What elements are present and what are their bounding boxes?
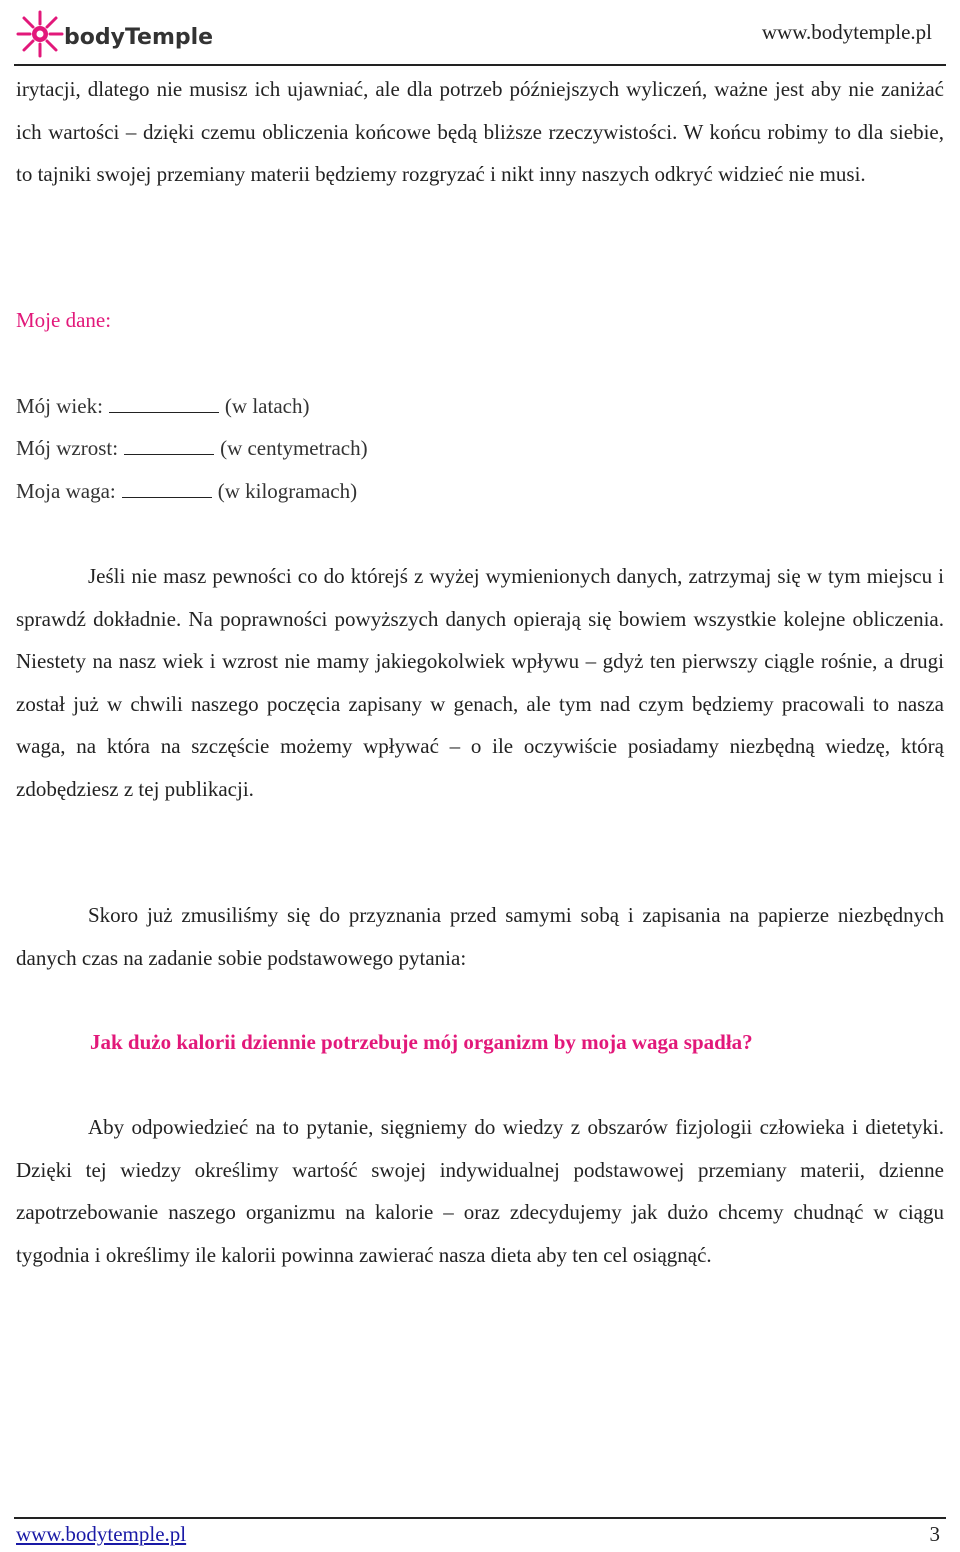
bodytemple-logo — [14, 4, 214, 62]
height-blank — [124, 453, 214, 455]
intro-paragraph-block — [16, 68, 944, 196]
header-divider — [14, 64, 946, 66]
key-question: Jak dużo kalorii dziennie potrzebuje mój organizm by moja waga spadła? — [90, 1030, 753, 1054]
page-header — [0, 0, 960, 70]
answer-paragraph: Aby odpowiedzieć na to pytanie, sięgniemy do wiedzy z obszarów fizjologii człowieka i dietetyki. Dzięki tej wiedzy określimy wartość swojej indywidualnej podstawowej przemiany materii, dzienne zapotrzebowanie naszego organizmu na kalorie – oraz zdecydujemy jak dużo chcemy chudnąć w ciągu tygodnia i określimy ile kalorii powinna zawierać nasza dieta aby ten cel osiągnąć. — [16, 1115, 944, 1267]
check-paragraph-block — [16, 555, 944, 810]
age-row — [16, 394, 309, 419]
logo-wordmark: bodyTemple — [64, 25, 214, 50]
question-intro-paragraph: Skoro już zmusiliśmy się do przyznania przed samymi sobą i zapisania na papierze niezbędnych danych czas na zadanie sobie podstawowego pytania: — [16, 903, 944, 970]
weight-blank — [122, 496, 212, 498]
age-label: Mój wiek: — [16, 394, 103, 418]
site-url: www.bodytemple.pl — [761, 20, 932, 44]
check-paragraph: Jeśli nie masz pewności co do którejś z wyżej wymienionych danych, zatrzymaj się w tym miejscu i sprawdź dokładnie. Na poprawności powyższych danych opierają się bowiem wszystkie kolejne obliczenia. Niestety na nasz wiek i wzrost nie mamy jakiegokolwiek wpływu – gdyż ten pierwszy ciągle rośnie, a drugi został już w chwili naszego poczęcia zapisany w genach, ale tym nad czym będziemy pracowali to nasza waga, na która na szczęście możemy wpływać – o ile oczywiście posiadamy niezbędną wiedzę, którą zdobędziesz z tej publikacji. — [16, 564, 944, 801]
height-row — [16, 436, 368, 461]
footer-divider — [14, 1517, 946, 1519]
weight-row — [16, 479, 357, 504]
height-unit: (w centymetrach) — [220, 436, 368, 460]
my-data-heading: Moje dane: — [16, 308, 112, 332]
answer-paragraph-block — [16, 1106, 944, 1276]
footer-site-link[interactable]: www.bodytemple.pl — [16, 1522, 187, 1546]
weight-unit: (w kilogramach) — [217, 479, 358, 503]
weight-label: Moja waga: — [16, 479, 116, 503]
age-blank — [109, 411, 219, 413]
question-intro-block — [16, 894, 944, 979]
height-label: Mój wzrost: — [16, 436, 119, 460]
age-unit: (w latach) — [224, 394, 310, 418]
page-number: 3 — [929, 1522, 940, 1546]
intro-paragraph: irytacji, dlatego nie musisz ich ujawniać, ale dla potrzeb późniejszych wyliczeń, ważne jest aby nie zaniżać ich wartości – dzięki czemu obliczenia końcowe będą bliższe rzeczywistości. W końcu robimy to dla siebie, to tajniki swojej przemiany materii będziemy rozgryzać i nikt inny naszych odkryć widzieć nie musi. — [16, 77, 944, 186]
